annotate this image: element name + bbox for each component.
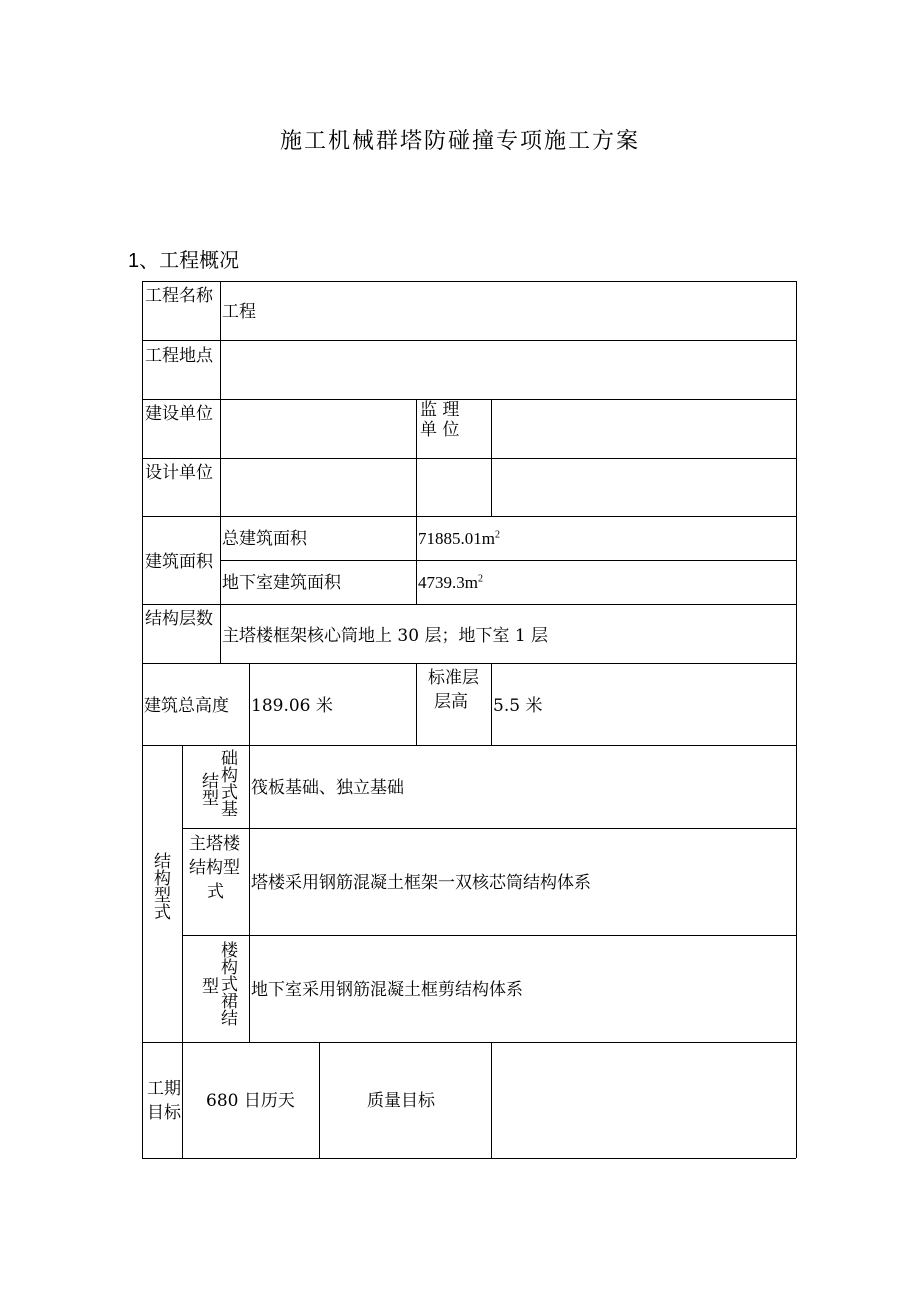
table-line (142, 399, 796, 400)
page-title: 施工机械群塔防碰撞专项施工方案 (279, 129, 640, 154)
table-line (182, 828, 796, 829)
area-unit-superscript: 2 (477, 573, 483, 585)
schedule-label: 工期目标 (147, 1079, 181, 1123)
table-line (416, 399, 417, 516)
podium-type-label-col2: 型 (198, 977, 218, 994)
table-line (416, 516, 417, 604)
table-line (182, 935, 796, 936)
std-floor-height-value: 5.5 米 (493, 696, 543, 716)
structure-floors-label: 结构层数 (145, 609, 213, 629)
table-line (220, 560, 796, 561)
tower-type-label-line1: 主塔楼 (189, 834, 240, 854)
schedule-value: 680 日历天 (206, 1091, 295, 1111)
foundation-type-value: 筏板基础、独立基础 (251, 778, 404, 798)
table-line (142, 458, 796, 459)
table-line (319, 1042, 320, 1158)
table-line (142, 281, 796, 282)
total-height-value: 189.06 米 (251, 696, 333, 716)
total-area-number: 71885.01m (418, 529, 495, 548)
table-line (491, 663, 492, 745)
tower-type-label-line2: 结构型 (189, 858, 240, 878)
table-line (142, 1042, 796, 1043)
project-location-label: 工程地点 (145, 346, 213, 366)
table-line (491, 1042, 492, 1158)
supervisor-label-line2: 单 位 (420, 420, 460, 440)
table-line (142, 663, 796, 664)
total-area-value (418, 527, 500, 551)
basement-area-value (418, 571, 483, 595)
table-line (142, 340, 796, 341)
building-area-label: 建筑面积 (145, 552, 213, 572)
table-line (796, 281, 797, 1158)
podium-type-label-col1: 楼构式裙结 (217, 941, 237, 1026)
supervisor-label-line1: 监 理 (420, 400, 460, 420)
basement-area-number: 4739.3m (418, 573, 478, 592)
structure-floors-value: 主塔楼框架核心筒地上 30 层；地下室 1 层 (222, 626, 549, 646)
table-line (142, 745, 796, 746)
table-line (142, 281, 143, 1158)
table-line (249, 663, 250, 745)
tower-type-value: 塔楼采用钢筋混凝土框架一双核芯筒结构体系 (251, 873, 591, 893)
project-name-label: 工程名称 (145, 286, 213, 306)
std-floor-height-label-line2: 层高 (434, 692, 468, 712)
table-line (142, 516, 796, 517)
tower-type-label-line3: 式 (207, 882, 224, 902)
area-unit-superscript: 2 (494, 529, 500, 541)
total-area-label: 总建筑面积 (222, 529, 307, 549)
table-line (249, 745, 250, 1042)
quality-label: 质量目标 (367, 1091, 435, 1111)
section-number: 1 (128, 250, 140, 272)
table-line (491, 399, 492, 516)
project-name-value: 工程 (222, 302, 256, 322)
foundation-type-label-col2: 结型 (198, 772, 218, 806)
foundation-type-label-col1: 础构式基 (217, 749, 237, 817)
designer-label: 设计单位 (145, 463, 213, 483)
podium-type-value: 地下室采用钢筋混凝土框剪结构体系 (251, 980, 523, 1000)
total-height-label: 建筑总高度 (144, 696, 229, 716)
table-line (142, 604, 796, 605)
table-line (142, 1158, 796, 1159)
table-line (416, 663, 417, 745)
std-floor-height-label-line1: 标准层 (428, 668, 479, 688)
section-heading-text: 、工程概况 (139, 248, 240, 272)
structure-type-label: 结构型式 (150, 852, 170, 920)
basement-area-label: 地下室建筑面积 (222, 573, 341, 593)
section-heading (128, 244, 239, 273)
table-line (220, 281, 221, 663)
owner-label: 建设单位 (145, 404, 213, 424)
